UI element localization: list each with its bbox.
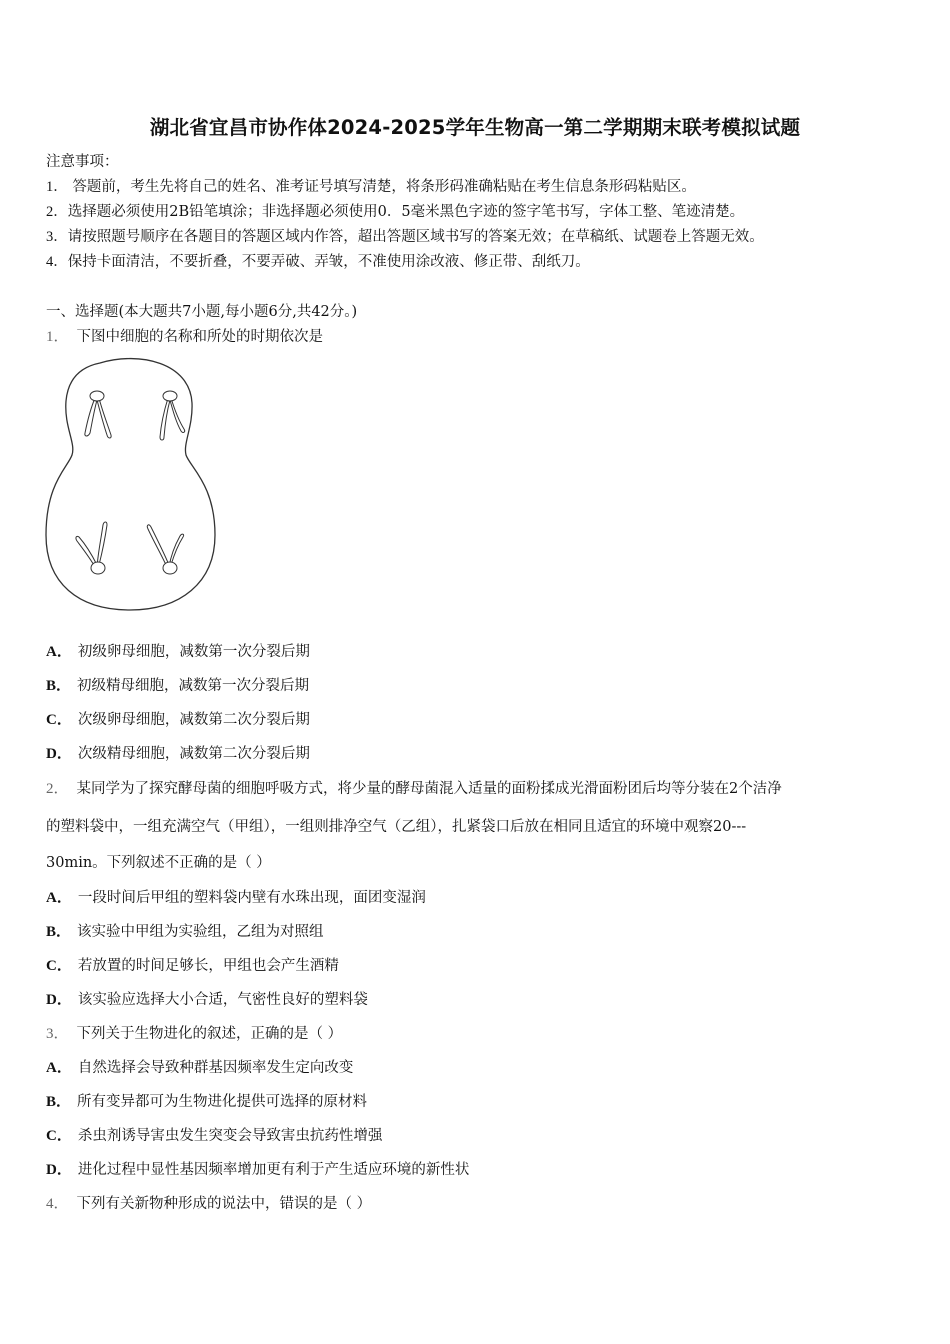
notice-heading: 注意事项： [46, 154, 119, 170]
chromosome-bottom-left [76, 522, 107, 574]
q1-option-c: C． 次级卵母细胞，减数第二次分裂后期 [46, 712, 310, 728]
notice-item: 3．请按照题号顺序在各题目的答题区域内作答，超出答题区域书写的答案无效；在草稿纸、试题卷上答题无效。 [46, 229, 764, 245]
q2-option-c: C． 若放置的时间足够长，甲组也会产生酒精 [46, 958, 339, 974]
q3-option-d: D． 进化过程中显性基因频率增加更有利于产生适应环境的新性状 [46, 1162, 470, 1178]
notice-item: 4．保持卡面清洁，不要折叠，不要弄破、弄皱，不准使用涂改液、修正带、刮纸刀。 [46, 254, 590, 270]
question-4-stem: 4． 下列有关新物种形成的说法中，错误的是（ ） [46, 1196, 372, 1212]
q1-option-d: D． 次级精母细胞，减数第二次分裂后期 [46, 746, 310, 762]
q3-option-b: B． 所有变异都可为生物进化提供可选择的原材料 [46, 1094, 368, 1110]
notice-item: 2．选择题必须使用2B铅笔填涂；非选择题必须使用0．5毫米黑色字迹的签字笔书写，字体工整、笔迹清楚。 [46, 204, 745, 220]
q1-option-a: A． 初级卵母细胞，减数第一次分裂后期 [46, 644, 310, 660]
q3-option-c: C． 杀虫剂诱导害虫发生突变会导致害虫抗药性增强 [46, 1128, 383, 1144]
q2-option-b: B． 该实验中甲组为实验组，乙组为对照组 [46, 924, 324, 940]
question-2-stem-line-1: 2． 某同学为了探究酵母菌的细胞呼吸方式，将少量的酵母菌混入适量的面粉揉成光滑面粉团后均等分装在2个洁净 [46, 781, 782, 797]
page-title: 湖北省宜昌市协作体2024-2025学年生物高一第二学期期末联考模拟试题 [149, 116, 801, 139]
cell-division-diagram [40, 355, 220, 615]
q2-option-a: A． 一段时间后甲组的塑料袋内壁有水珠出现，面团变湿润 [46, 890, 426, 906]
chromosome-top-left [85, 391, 111, 438]
q2-option-d: D． 该实验应选择大小合适，气密性良好的塑料袋 [46, 992, 368, 1008]
chromosome-bottom-right [147, 525, 183, 574]
section-heading: 一、选择题(本大题共7小题,每小题6分,共42分。) [46, 304, 358, 320]
q3-option-a: A． 自然选择会导致种群基因频率发生定向改变 [46, 1060, 354, 1076]
notice-item: 1． 答题前，考生先将自己的姓名、准考证号填写清楚，将条形码准确粘贴在考生信息条形码粘贴区。 [46, 179, 696, 195]
question-3-stem: 3． 下列关于生物进化的叙述，正确的是（ ） [46, 1026, 343, 1042]
question-2-stem-line-2: 的塑料袋中，一组充满空气（甲组），一组则排净空气（乙组），扎紧袋口后放在相同且适宜的环境中观察20--- [46, 819, 747, 835]
q1-option-b: B． 初级精母细胞，减数第一次分裂后期 [46, 678, 310, 694]
question-2-stem-line-3: 30min。下列叙述不正确的是（ ） [46, 855, 271, 871]
chromosome-top-right [160, 391, 185, 440]
question-1-stem: 1． 下图中细胞的名称和所处的时期依次是 [46, 329, 324, 345]
